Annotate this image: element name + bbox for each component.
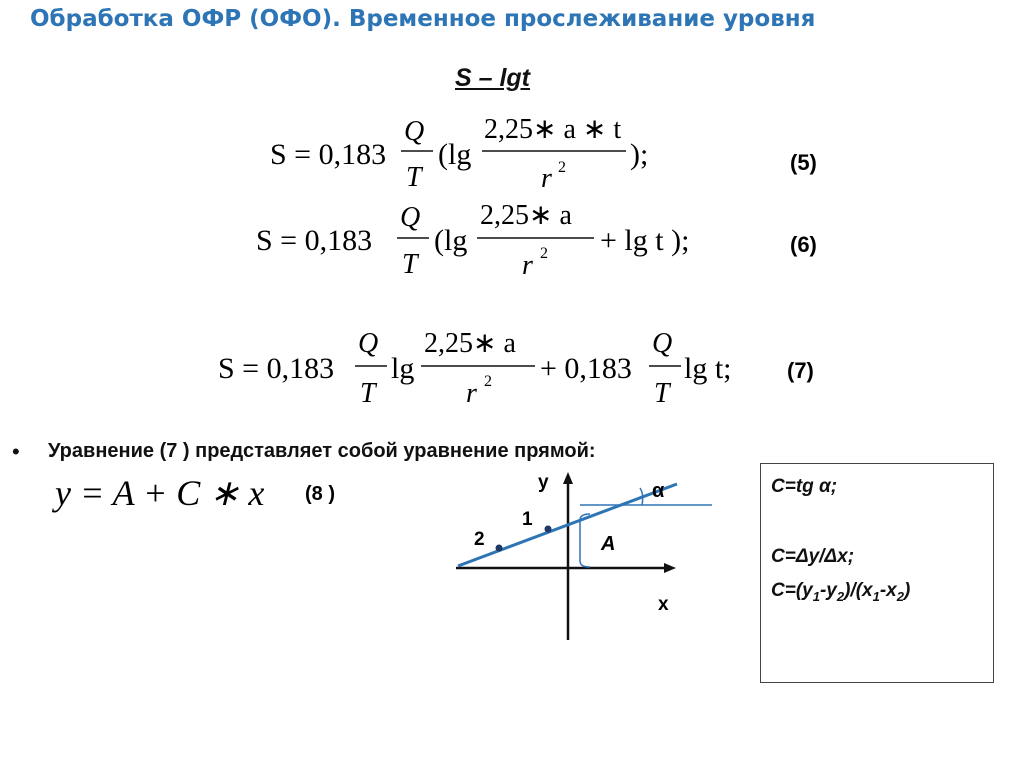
formula-delta: C=Δy/Δx; xyxy=(771,546,855,567)
point-1 xyxy=(545,526,552,533)
sub-y1: 1 xyxy=(812,588,820,604)
formula-points-suffix: ) xyxy=(903,580,911,601)
eq5-q: Q xyxy=(404,116,425,147)
eq5-paren-open: (lg xyxy=(438,138,472,171)
formula-points xyxy=(771,580,910,604)
equation-6 xyxy=(256,200,689,281)
eq7-exp: 2 xyxy=(484,373,492,390)
eq6-t: T xyxy=(402,249,418,280)
eq6-tail: + lg t ); xyxy=(600,224,690,257)
eq8-text: y = A + C ∗ x xyxy=(55,473,265,513)
intercept-bracket xyxy=(580,514,590,567)
eq7-t2: T xyxy=(654,378,670,409)
eq7-frac-den-r: r xyxy=(466,378,477,409)
eq5-frac-num: 2,25∗ a ∗ t xyxy=(484,114,622,145)
eq5-frac-den-r: r xyxy=(541,163,552,194)
bullet-text: Уравнение (7 ) представляет собой уравнение прямой: xyxy=(48,440,596,462)
point-2-label: 2 xyxy=(474,529,485,550)
eq5-tail: ); xyxy=(630,138,649,171)
point-2 xyxy=(496,545,503,552)
subtitle: S – lgt xyxy=(455,64,531,92)
eq6-lhs: S = 0,183 xyxy=(256,224,373,257)
formula-points-mid1: -y xyxy=(819,580,837,601)
sub-x2: 2 xyxy=(896,588,904,604)
eq6-exp: 2 xyxy=(540,245,548,262)
intercept-label: A xyxy=(601,533,616,555)
eq6-paren-open: (lg xyxy=(434,224,468,257)
eq7-t: T xyxy=(360,378,376,409)
equation-5 xyxy=(270,114,648,194)
formula-points-mid2: )/(x xyxy=(844,580,873,601)
eq7-q2: Q xyxy=(652,328,673,359)
sub-x1: 1 xyxy=(872,588,880,604)
eq5-lhs: S = 0,183 xyxy=(270,138,387,171)
point-1-label: 1 xyxy=(522,509,533,530)
eq7-lg: lg xyxy=(391,352,415,385)
eq7-number: (7) xyxy=(787,358,814,383)
eq6-q: Q xyxy=(400,202,421,233)
eq7-q: Q xyxy=(358,328,379,359)
y-axis-arrow xyxy=(563,472,573,484)
eq5-number: (5) xyxy=(790,150,817,175)
eq7-lhs: S = 0,183 xyxy=(218,352,335,385)
x-axis-label: x xyxy=(658,594,669,615)
formula-tg: C=tg α; xyxy=(771,476,838,497)
line-graph xyxy=(456,472,712,640)
sub-y2: 2 xyxy=(836,588,845,604)
bullet-dot: • xyxy=(12,439,20,464)
y-axis-label: y xyxy=(538,472,549,493)
eq7-frac-num: 2,25∗ a xyxy=(424,328,516,359)
eq7-tail: lg t; xyxy=(684,352,732,385)
eq8-number: (8 ) xyxy=(305,483,335,505)
equation-8 xyxy=(52,473,264,513)
formula-box xyxy=(760,463,994,683)
equation-7 xyxy=(218,328,732,409)
formula-points-prefix: C=(y xyxy=(771,580,813,601)
eq6-frac-num: 2,25∗ a xyxy=(480,200,572,231)
formula-points-mid3: -x xyxy=(879,580,897,601)
eq5-t: T xyxy=(406,162,422,193)
angle-label: α xyxy=(652,480,665,502)
eq7-mid: + 0,183 xyxy=(540,352,632,385)
x-axis-arrow xyxy=(664,563,676,573)
eq5-exp: 2 xyxy=(558,159,566,176)
eq6-number: (6) xyxy=(790,232,817,257)
eq6-frac-den-r: r xyxy=(522,250,533,281)
page-title: Обработка ОФР (ОФО). Временное прослеживание уровня xyxy=(30,6,816,32)
